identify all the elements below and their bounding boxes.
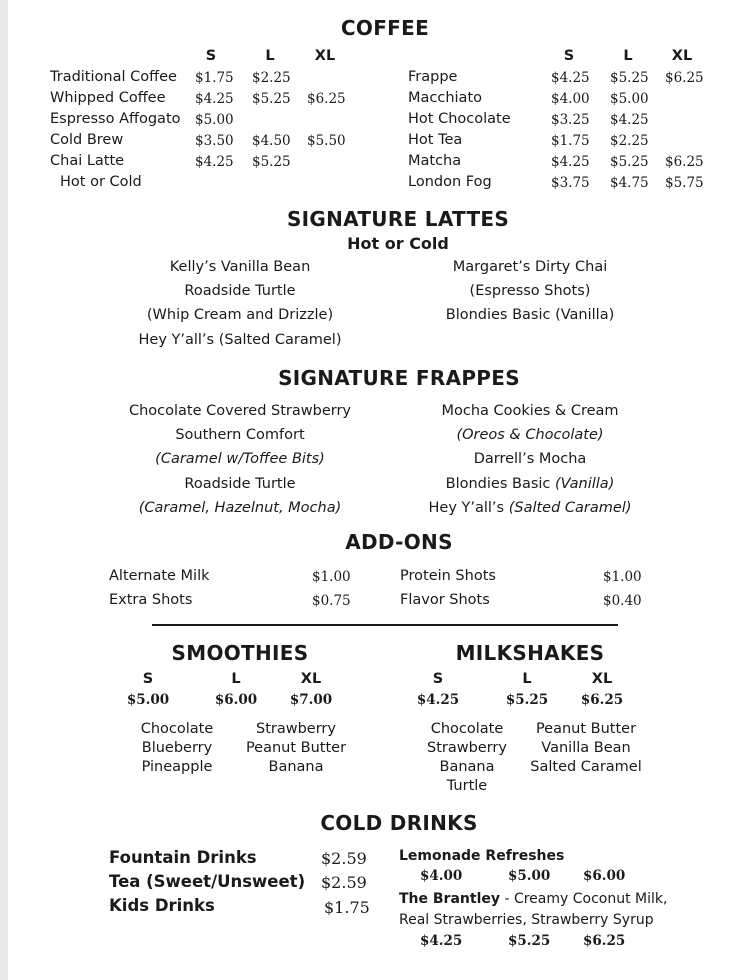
hot-or-cold-note: Hot or Cold <box>60 174 142 190</box>
signature-frappes-title: SIGNATURE FRAPPES <box>278 366 520 390</box>
list-item: Margaret’s Dirty Chai <box>452 259 608 275</box>
price-l: $4.75 <box>610 175 649 191</box>
price-l: $2.25 <box>252 70 291 86</box>
section-divider <box>152 624 618 626</box>
drink-name: Tea (Sweet/Unsweet) <box>109 872 306 891</box>
item-name: Hot Chocolate <box>408 111 511 127</box>
item-name: Hey Y’all’s <box>428 500 505 516</box>
flavor: Salted Caramel <box>530 759 642 775</box>
price-l: $5.25 <box>252 154 291 170</box>
price-s: $4.25 <box>551 154 590 170</box>
page-edge <box>0 0 8 980</box>
size-header-s: S <box>142 671 154 687</box>
flavor: Vanilla Bean <box>541 740 631 756</box>
addon-name: Extra Shots <box>109 592 193 608</box>
drink-price: $2.59 <box>321 849 367 868</box>
flavor: Strawberry <box>427 740 507 756</box>
item-name: Frappe <box>408 69 458 85</box>
item-name: Chai Latte <box>50 153 125 169</box>
item-note: (Vanilla) <box>555 476 615 492</box>
addon-price: $1.00 <box>603 569 642 585</box>
size-header-l: L <box>231 671 241 687</box>
price-s: $1.75 <box>551 133 590 149</box>
price-l: $5.25 <box>505 692 549 708</box>
cold-drinks-title: COLD DRINKS <box>320 811 478 835</box>
flavor: Chocolate <box>430 721 504 737</box>
drink-price: $1.75 <box>324 898 370 917</box>
size-header-l: L <box>623 48 633 64</box>
list-item: Kelly’s Vanilla Bean <box>169 259 311 275</box>
brantley-desc-2: Real Strawberries, Strawberry Syrup <box>399 912 654 928</box>
price-xl: $6.25 <box>307 91 346 107</box>
price-s: $4.25 <box>420 933 463 949</box>
flavor: Chocolate <box>140 721 214 737</box>
size-header-s: S <box>563 48 575 64</box>
price-xl: $6.25 <box>580 692 624 708</box>
addon-price: $1.00 <box>312 569 351 585</box>
list-item: Mocha Cookies & Cream <box>441 403 619 419</box>
price-l: $5.25 <box>508 933 551 949</box>
brantley-name: The Brantley <box>399 891 500 907</box>
item-name: London Fog <box>408 174 492 190</box>
milkshakes-title: MILKSHAKES <box>455 641 605 665</box>
size-header-xl: XL <box>671 48 693 64</box>
list-item: (Whip Cream and Drizzle) <box>146 307 334 323</box>
list-item: Hey Y’all’s (Salted Caramel) <box>138 332 342 348</box>
price-s: $4.25 <box>551 70 590 86</box>
price-s: $5.00 <box>195 112 234 128</box>
size-header-xl: XL <box>314 48 336 64</box>
list-item: (Espresso Shots) <box>469 283 591 299</box>
price-l: $5.00 <box>610 91 649 107</box>
price-l: $2.25 <box>610 133 649 149</box>
price-xl: $5.50 <box>307 133 346 149</box>
flavor: Peanut Butter <box>245 740 347 756</box>
signature-lattes-subtitle: Hot or Cold <box>347 234 449 253</box>
size-header-l: L <box>265 48 275 64</box>
price-xl: $7.00 <box>289 692 333 708</box>
list-item <box>429 500 632 516</box>
price-xl: $5.75 <box>665 175 704 191</box>
flavor: Pineapple <box>141 759 213 775</box>
price-s: $3.50 <box>195 133 234 149</box>
item-name: Whipped Coffee <box>50 90 166 106</box>
flavor: Blueberry <box>141 740 213 756</box>
signature-lattes-title: SIGNATURE LATTES <box>286 207 510 231</box>
list-item: Darrell’s Mocha <box>473 451 587 467</box>
item-name: Blondies Basic <box>445 476 551 492</box>
list-item <box>446 476 615 492</box>
price-s: $4.00 <box>420 868 463 884</box>
list-item: Southern Comfort <box>175 427 305 443</box>
item-name: Cold Brew <box>50 132 124 148</box>
brantley-desc-1: - Creamy Coconut Milk, <box>500 891 668 907</box>
price-s: $3.75 <box>551 175 590 191</box>
flavor: Banana <box>268 759 324 775</box>
list-item: Blondies Basic (Vanilla) <box>445 307 615 323</box>
flavor: Turtle <box>446 778 488 794</box>
item-name: Macchiato <box>408 90 483 106</box>
price-s: $3.25 <box>551 112 590 128</box>
price-l: $4.50 <box>252 133 291 149</box>
flavor: Strawberry <box>256 721 336 737</box>
size-header-l: L <box>522 671 532 687</box>
item-note: (Salted Caramel) <box>508 500 632 516</box>
addon-price: $0.75 <box>312 593 351 609</box>
addon-name: Flavor Shots <box>400 592 490 608</box>
item-name: Espresso Affogato <box>50 111 181 127</box>
price-s: $5.00 <box>126 692 170 708</box>
brantley-line-1 <box>399 891 667 907</box>
list-item-note: (Caramel w/Toffee Bits) <box>155 451 325 467</box>
list-item-note: (Oreos & Chocolate) <box>456 427 604 443</box>
price-s: $4.00 <box>551 91 590 107</box>
addon-price: $0.40 <box>603 593 642 609</box>
list-item: Chocolate Covered Strawberry <box>128 403 352 419</box>
price-s: $1.75 <box>195 70 234 86</box>
lemonade-name: Lemonade Refreshes <box>399 848 565 864</box>
price-l: $5.25 <box>610 154 649 170</box>
drink-price: $2.59 <box>321 873 367 892</box>
coffee-title: COFFEE <box>340 16 430 40</box>
add-ons-title: ADD-ONS <box>345 530 453 554</box>
price-l: $5.25 <box>610 70 649 86</box>
size-header-xl: XL <box>591 671 613 687</box>
addon-name: Alternate Milk <box>109 568 210 584</box>
smoothies-title: SMOOTHIES <box>171 641 309 665</box>
size-header-s: S <box>432 671 444 687</box>
drink-name: Kids Drinks <box>109 896 215 915</box>
flavor: Peanut Butter <box>535 721 637 737</box>
price-xl: $6.25 <box>665 70 704 86</box>
list-item: Roadside Turtle <box>184 283 296 299</box>
price-l: $4.25 <box>610 112 649 128</box>
price-s: $4.25 <box>195 91 234 107</box>
price-xl: $6.00 <box>583 868 626 884</box>
price-l: $5.00 <box>508 868 551 884</box>
item-name: Matcha <box>408 153 462 169</box>
list-item: Roadside Turtle <box>184 476 296 492</box>
price-l: $5.25 <box>252 91 291 107</box>
size-header-s: S <box>205 48 217 64</box>
list-item-note: (Caramel, Hazelnut, Mocha) <box>138 500 342 516</box>
price-s: $4.25 <box>416 692 460 708</box>
price-xl: $6.25 <box>665 154 704 170</box>
flavor: Banana <box>439 759 495 775</box>
drink-name: Fountain Drinks <box>109 848 257 867</box>
item-name: Hot Tea <box>408 132 463 148</box>
addon-name: Protein Shots <box>400 568 496 584</box>
item-name: Traditional Coffee <box>50 69 177 85</box>
price-xl: $6.25 <box>583 933 626 949</box>
price-s: $4.25 <box>195 154 234 170</box>
price-l: $6.00 <box>214 692 258 708</box>
size-header-xl: XL <box>300 671 322 687</box>
